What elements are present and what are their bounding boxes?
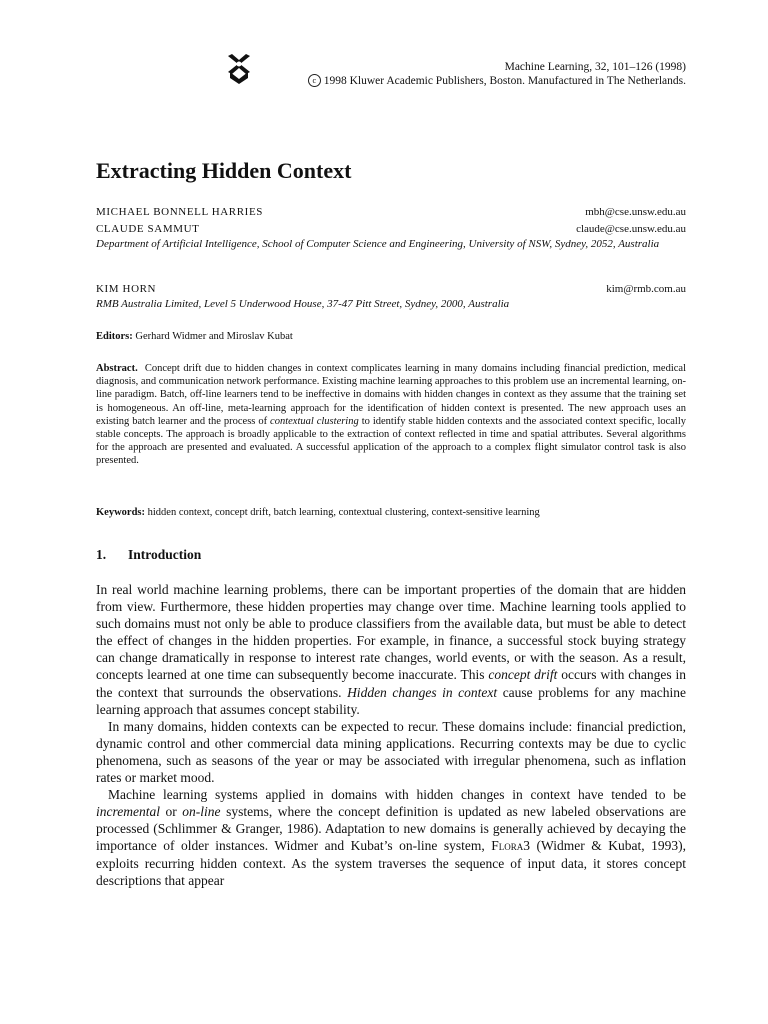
abstract-text: to identify stable hidden contexts and the associated context specific, locally stable concepts. The approach is broadly applicable to the extraction of context reflected in time and spatial attributes. Several algorithms for the approach are presented and evaluated. A successful application of the approach to a complex flight simulator control task is also presented. <box>96 415 687 467</box>
copyright-text: 1998 Kluwer Academic Publishers, Boston. Manufactured in The Netherlands. <box>323 75 686 87</box>
keywords-label: Keywords: <box>96 507 145 518</box>
editors-names: Gerhard Widmer and Miroslav Kubat <box>135 331 293 342</box>
author-name: KIM HORN <box>96 283 157 295</box>
author-row <box>96 222 686 236</box>
abstract-emphasis: contextual clustering <box>270 415 359 427</box>
editors-label: Editors: <box>96 331 133 342</box>
section-title: Introduction <box>128 547 202 562</box>
paragraph-text: or <box>165 804 177 820</box>
section-heading <box>96 547 201 563</box>
journal-citation: Machine Learning, 32, 101–126 (1998) <box>504 61 686 73</box>
section-number: 1. <box>96 547 107 562</box>
affiliation: Department of Artificial Intelligence, School of Computer Science and Engineering, University of NSW, Sydney, 2052, Australia <box>96 238 660 250</box>
author-email: kim@rmb.com.au <box>606 283 686 295</box>
paragraph-text: Machine learning systems applied in domains with hidden changes in context have tended to be <box>108 787 686 803</box>
abstract-text: Concept drift due to hidden changes in context complicates learning in many domains including financial prediction, medical diagnosis, and communication network performance. Existing machine learning approaches to this problem use an incremental learning, on-line paradigm. Batch, off-line learners tend to be ineffective in domains with hidden changes in context as they assume that the training set is homogeneous. An off-line, meta-learning approach for the identification of hidden context is presented. The new approach uses an existing batch learner and the process of <box>96 363 686 427</box>
system-name: Flora3 <box>491 838 531 854</box>
copyright-symbol: c <box>308 74 321 87</box>
author-email: claude@cse.unsw.edu.au <box>576 223 686 235</box>
emphasis: incremental <box>96 804 160 820</box>
author-row <box>96 282 686 296</box>
paragraph <box>96 786 686 889</box>
paragraph <box>96 581 686 718</box>
paragraph-text: In real world machine learning problems, there can be important properties of the domain that are hidden from view. Furthermore, these hidden properties may change over time. Machine learning tools applied to such domains must not only be able to produce classifiers from the available data, but must be able to detect the effect of changes in the hidden properties. For example, in finance, a successful stock buying strategy can change dramatically in response to interest rate changes, world events, or with the season. As a result, concepts learned at one time can subsequently become inaccurate. This <box>96 582 686 683</box>
editors-line <box>96 331 293 342</box>
paper-title: Extracting Hidden Context <box>96 158 352 183</box>
keywords-text: hidden context, concept drift, batch learning, contextual clustering, context-sensitive learning <box>147 507 540 518</box>
author-email: mbh@cse.unsw.edu.au <box>585 206 686 218</box>
abstract <box>96 362 686 468</box>
emphasis: concept drift <box>488 667 558 683</box>
emphasis: Hidden changes in context <box>347 684 498 700</box>
keywords-line <box>96 507 540 518</box>
abstract-label: Abstract. <box>96 363 138 374</box>
paragraph-text: occurs with changes in the context that surrounds the observations. <box>96 667 687 700</box>
publisher-logo <box>226 52 252 86</box>
affiliation: RMB Australia Limited, Level 5 Underwood House, 37-47 Pitt Street, Sydney, 2000, Australia <box>96 298 510 310</box>
paragraph-text: (Widmer & Kubat, 1993), exploits recurring hidden context. As the system traverses the sequence of input data, it stores concept descriptions that appear <box>96 838 686 888</box>
author-name: MICHAEL BONNELL HARRIES <box>96 206 263 218</box>
paragraph <box>96 718 686 786</box>
paragraph-text: In many domains, hidden contexts can be expected to recur. These domains include: financial prediction, dynamic control and other commercial data mining applications. Recurring contexts may be due to cyclic phenomena, such as seasons of the year or may be associated with irregular phenomena, such as inflation rates or market mood. <box>96 718 686 786</box>
emphasis: on-line <box>182 804 221 820</box>
paragraph-text: cause problems for any machine learning approach that assumes concept stability. <box>96 684 687 717</box>
paragraph-text: systems, where the concept definition is updated as new labeled observations are processed (Schlimmer & Granger, 1986). Adaptation to new domains is generally achieved by decaying the importance of older instances. Widmer and Kubat’s on-line system, <box>96 804 687 854</box>
copyright-line <box>260 74 686 88</box>
journal-header <box>260 60 686 88</box>
author-row <box>96 205 686 219</box>
author-name: CLAUDE SAMMUT <box>96 223 200 235</box>
body-text <box>96 581 686 889</box>
